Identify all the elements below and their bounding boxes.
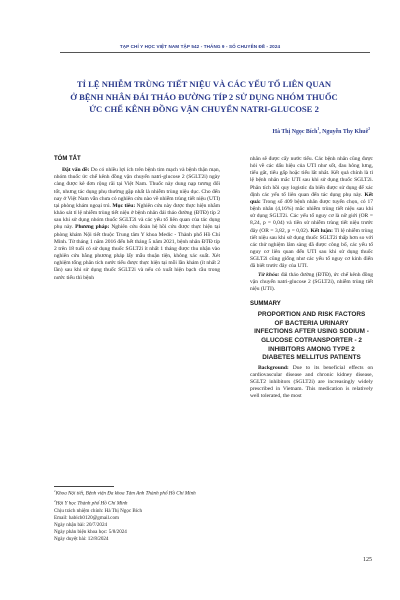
journal-running-header: TẠP CHÍ Y HỌC VIỆT NAM TẬP 542 - THÁNG 9 - SỐ CHUYÊN ĐỀ - 2024 bbox=[119, 44, 281, 49]
english-title bbox=[250, 311, 373, 363]
english-title-line: INHIBITORS AMONG TYPE 2 bbox=[268, 345, 355, 353]
keywords-text: đái tháo đường (ĐTĐ), ức chế kênh đồng vận chuyển natri-glucose 2 (SGLT2i), nhiễm trùng tiết niệu (UTI). bbox=[250, 271, 373, 292]
results-label: Kết quả: bbox=[250, 191, 373, 205]
objective-label: Mục tiêu: bbox=[112, 202, 136, 209]
abstract-text: Tỉ lệ nhiễm trùng tiết niệu sau khi sử dụng thuốc SGLT2i thấp hơn so với các thử nghiệm lâm sàng đã được công bố, các yếu tố nguy cơ liên quan đến UTI sau khi sử dụng thuốc SGLT2i cũng giống như các yếu tố nguy cơ kinh điển đã biết trước đây của UTI. bbox=[250, 227, 373, 270]
affiliation-note bbox=[54, 488, 220, 498]
author-name: Hà Thị Ngọc Bích bbox=[272, 128, 318, 135]
affiliation-marker: 1 bbox=[317, 127, 320, 131]
footnote-divider bbox=[54, 486, 114, 487]
abstract-heading: TÓM TẮT bbox=[54, 156, 81, 162]
affiliation-marker: 2 bbox=[54, 498, 56, 503]
author-name: Nguyễn Thy Khuê bbox=[322, 128, 369, 135]
summary-text: Due to its beneficial effects on cardiovascular disease and chronic kidney disease, SGLT2 inhibitors (SGLT2i) are increasingly widely prescribed in Vietnam. This medication is relatively well tolerated, the most bbox=[250, 364, 373, 400]
summary-paragraph bbox=[250, 365, 373, 401]
abstract-paragraph bbox=[54, 167, 220, 282]
received-date: Ngày nhận bài: 20/7/2024 bbox=[54, 521, 108, 528]
background-label: Đặt vấn đề: bbox=[62, 167, 90, 174]
conclusion-label: Kết luận: bbox=[310, 227, 333, 234]
article-title-line: TỈ LỆ NHIỄM TRÙNG TIẾT NIỆU VÀ CÁC YẾU TỐ LIÊN QUAN bbox=[76, 79, 332, 89]
affiliation-marker: 1 bbox=[54, 489, 56, 493]
summary-background-label: Background: bbox=[258, 364, 289, 371]
summary-heading: SUMMARY bbox=[250, 300, 281, 307]
abstract-text: Nghiên cứu này được thực hiện nhằm khảo sát tỉ lệ nhiễm trùng tiết niệu ở bệnh nhân đái tháo đường (ĐTĐ) típ 2 sau khi sử dụng nhóm thuốc SGLT2i và các yếu tố liên quan của tác dụng phụ này. bbox=[54, 202, 221, 231]
affiliation-text: Khoa Nội tiết, Bệnh viện Đa khoa Tâm Anh Thành phố Hồ Chí Minh bbox=[55, 490, 196, 497]
article-title bbox=[20, 78, 388, 116]
affiliation-marker: 2 bbox=[368, 127, 370, 131]
review-date: Ngày phản biện khoa học: 5/8/2024 bbox=[54, 528, 127, 535]
header-divider bbox=[60, 52, 370, 53]
author-separator: , bbox=[319, 128, 323, 135]
accepted-date: Ngày duyệt bài: 12/8/2024 bbox=[54, 535, 109, 542]
footnotes bbox=[54, 488, 220, 543]
corresponding-author: Chịu trách nhiệm chính: Hà Thị Ngọc Bích bbox=[54, 507, 143, 514]
abstract-text: Nghiên cứu đoàn hệ hồi cứu được thực hiện tại phòng khám Nội tiết thuộc Trung tâm Y khoa Medic - Thành phố Hồ Chí Minh. Từ tháng 1 năm 2016 đến hết tháng 5 năm 2021, bệnh nhân ĐTĐ típ 2 trên 18 tuổi có sử dụng thuốc SGLT2i ít nhất 1 tháng được thu nhận vào nghiên cứu bằng phương pháp lấy mẫu thuận tiện, không xác suất. Xét nghiệm tổng phân tích nước tiểu được thực hiện tại mỗi lần khám (ít nhất 2 lần) sau khi sử dụng thuốc SGLT2i và nếu có xuất hiện bạch cầu trong nước tiểu thì bệnh bbox=[54, 224, 220, 281]
english-title-line: PROPORTION AND RISK FACTORS bbox=[257, 311, 366, 319]
english-title-line: INFECTIONS AFTER USING SODIUM - bbox=[254, 328, 369, 336]
abstract-text: Trong số 409 bệnh nhân được tuyển chọn, có 17 bệnh nhân (4,16%) mắc nhiễm trùng tiết niệu sau khi sử dụng SGLT2i. Các yếu tố nguy cơ là nữ giới (OR = 8,24, p = 0,04) và tiền sử nhiễm trùng tiết niệu trước đây (OR = 3,82, p = 0,02). bbox=[250, 198, 373, 234]
email-line: Email: habich0120@gmail.com bbox=[54, 514, 119, 521]
english-title-line: DIABETES MELLITUS PATIENTS bbox=[262, 354, 361, 362]
keywords bbox=[250, 272, 373, 293]
right-column bbox=[250, 156, 373, 400]
article-title-line: ỨC CHẾ KÊNH ĐỒNG VẬN CHUYỂN NATRI-GLUCOSE 2 bbox=[89, 104, 319, 115]
english-title-line: OF BACTERIA URINARY bbox=[274, 319, 349, 327]
abstract-text: Do có nhiều lợi ích trên bệnh tim mạch và bệnh thận mạn, nhóm thuốc ức chế kênh đồng vận chuyển natri-glucose 2 (SGLT2i) ngày càng được kê đơn rộng rãi tại Việt Nam. Thuốc này dung nạp tương đối tốt, nhưng tác dụng phụ thường gặp nhất là nhiễm trùng niệu dục. Cho đến nay ở Việt Nam vẫn chưa có nghiên cứu nào về nhiễm trùng tiết niệu (UTI) tại phòng khám ngoại trú. bbox=[54, 167, 220, 209]
affiliation-note bbox=[54, 498, 220, 508]
author-line bbox=[272, 127, 370, 135]
abstract-paragraph bbox=[250, 156, 373, 271]
affiliation-text: Hội Y học Thành phố Hồ Chí Minh bbox=[55, 500, 128, 507]
page-number: 125 bbox=[363, 557, 372, 563]
article-title-line: Ở BỆNH NHÂN ĐÁI THÁO ĐƯỜNG TÍP 2 SỬ DỤNG NHÓM THUỐC bbox=[70, 91, 338, 102]
keywords-label: Từ khóa: bbox=[258, 271, 280, 278]
left-column bbox=[54, 146, 220, 282]
abstract-text: nhân sẽ được cấy nước tiểu. Các bệnh nhân cũng được hỏi về các dấu hiệu của UTI như sốt, đau hông lưng, tiểu gắt, tiểu gấp hoặc tiểu lắt nhắt. Kết quả chính là tỉ lệ bệnh nhân mắc UTI sau khi sử dụng thuốc SGLT2i. Phân tích hồi quy logistic đa biến được sử dụng để xác định các yếu tố liên quan đến tác dụng phụ này. bbox=[250, 156, 373, 198]
english-title-line: GLUCOSE COTRANSPORTER - 2 bbox=[261, 336, 362, 344]
methods-label: Phương pháp: bbox=[75, 224, 110, 231]
